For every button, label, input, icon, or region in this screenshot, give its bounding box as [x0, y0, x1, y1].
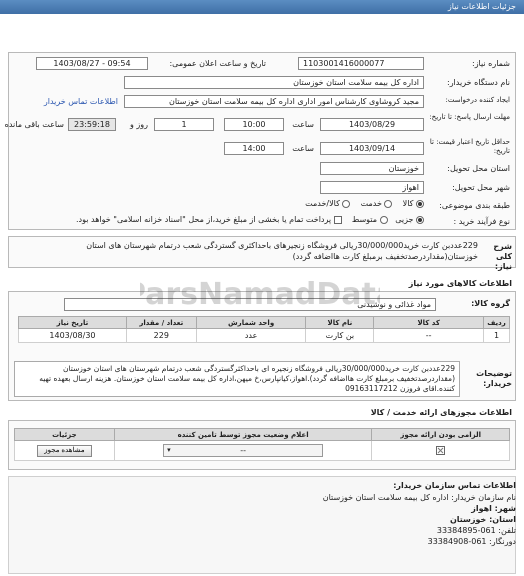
table-row[interactable] [19, 329, 510, 343]
permit-status-select[interactable]: -- ▾ [163, 444, 323, 457]
radio-selected-icon[interactable] [416, 216, 424, 224]
category-option-both[interactable]: کالا/خدمت [305, 199, 350, 208]
description-label: شرح کلی نیاز: [493, 242, 512, 271]
permits-section-title: اطلاعات مجوزهای ارائه خدمت / کالا [370, 408, 512, 417]
description-text: 229عددبن کارت خرید30/000/000ریالی فروشگاه زنجیرهای باحداکثری گستردگی شعب درتمام شهرستان های استان خوزستان(مقداردرصدتخفیف برمبلغ کارت هااضافه گردد) [86, 241, 478, 261]
purchase-type-label: نوع فرآیند خرید : [453, 217, 510, 226]
col-permit-required: الزامی بودن ارائه مجوز [372, 429, 510, 441]
purchase-radio-group [76, 215, 424, 224]
item-quantity: 229 [126, 329, 196, 343]
validity-label: حداقل تاریخ اعتبار قیمت: تا تاریخ: [429, 138, 510, 155]
need-number-label: شماره نیاز: [472, 59, 510, 68]
deadline-label: مهلت ارسال پاسخ: تا تاریخ: [429, 113, 510, 121]
goods-group-field: مواد غذائی و نوشیدنی [64, 298, 436, 311]
col-need-date: تاریخ نیاز [19, 317, 127, 329]
permits-table [14, 428, 510, 461]
deadline-time-field: 10:00 [224, 118, 284, 131]
creator-field: مجید کروشاوی کارشناس امور اداری اداره کل بیمه سلامت استان خوزستان [124, 95, 424, 108]
col-item-name: نام کالا [306, 317, 374, 329]
contact-title: اطلاعات تماس سازمان خریدار: [393, 481, 516, 490]
goods-table-header [19, 317, 510, 329]
col-item-code: کد کالا [374, 317, 484, 329]
col-quantity: تعداد / مقدار [126, 317, 196, 329]
view-permit-button[interactable]: مشاهده مجوز [37, 445, 91, 457]
validity-time-label: ساعت [292, 144, 314, 153]
validity-time-field: 14:00 [224, 142, 284, 155]
page-header [0, 0, 524, 14]
item-name: بن کارت [306, 329, 374, 343]
category-label: طبقه بندی موضوعی: [439, 201, 510, 210]
item-code: -- [374, 329, 484, 343]
contact-phone: تلفن: 061-33384895 [436, 526, 516, 535]
buyer-field: اداره کل بیمه سلامت استان خوزستان [124, 76, 424, 89]
purchase-option-medium[interactable]: متوسط [352, 215, 388, 224]
buyer-notes-label: توضیحات خریدار: [476, 369, 512, 388]
announce-field: 1403/08/27 - 09:54 [36, 57, 148, 70]
announce-label: تاریخ و ساعت اعلان عمومی: [169, 59, 266, 68]
permits-table-header [15, 429, 510, 441]
purchase-option-minor[interactable]: جزیی [395, 215, 424, 224]
treasury-payment-option[interactable]: پرداخت تمام یا بخشی از مبلغ خرید،از محل "اسناد خزانه اسلامی" خواهد بود. [76, 215, 342, 224]
buyer-notes-box [14, 361, 460, 397]
goods-group-label: گروه کالا: [471, 299, 510, 308]
contact-org: نام سازمان خریدار: اداره کل بیمه سلامت استان خوزستان [322, 493, 516, 502]
category-radio-group [305, 199, 424, 208]
buyer-contact-link[interactable]: اطلاعات تماس خریدار [43, 97, 118, 106]
category-option-goods[interactable]: کالا [403, 199, 424, 208]
creator-label: ایجاد کننده درخواست: [445, 96, 510, 104]
city-field: اهواز [320, 181, 424, 194]
contact-province: استان: خوزستان [449, 515, 516, 524]
radio-selected-icon[interactable] [416, 200, 424, 208]
item-unit: عدد [196, 329, 306, 343]
col-row-number: ردیف [484, 317, 510, 329]
days-label: روز و [130, 120, 148, 129]
permit-status-cell [114, 441, 372, 461]
validity-date-field: 1403/09/14 [320, 142, 424, 155]
contact-city: شهر: اهواز [471, 504, 516, 513]
page-title: جزئیات اطلاعات نیاز [447, 2, 516, 11]
chevron-down-icon: ▾ [167, 446, 171, 454]
buyer-label: نام دستگاه خریدار: [447, 78, 510, 87]
goods-table [18, 316, 510, 343]
col-unit: واحد شمارش [196, 317, 306, 329]
deadline-date-field: 1403/08/29 [320, 118, 424, 131]
category-option-service[interactable]: خدمت [361, 199, 393, 208]
checkbox-icon [436, 446, 445, 455]
days-field: 1 [154, 118, 214, 131]
goods-section-title: اطلاعات کالاهای مورد نیاز [408, 279, 512, 288]
deadline-time-label: ساعت [292, 120, 314, 129]
radio-icon[interactable] [384, 200, 392, 208]
permit-required-cell [372, 441, 510, 461]
table-row [15, 441, 510, 461]
col-permit-details: جزئیات [15, 429, 115, 441]
buyer-notes-text: 229عددبن کارت خرید30/000/000ریالی فروشگاه زنجیره ای باحداکثرگستردگی شعب درتمام شهرستان های استان خوزستان (مقداردرصدتخفیف برمبلغ کارت هااضافه گردد).اهواز،کیانپارس،خ میهن،اداره کل بیمه سلامت استان خوزستان. هزینه ارسال بعهده تهیه کننده.اقای فروزن 09163117212 [39, 364, 455, 393]
checkbox-icon[interactable] [334, 216, 342, 224]
remaining-time-field: 23:59:18 [68, 118, 116, 131]
need-number-field: 1103001416000077 [298, 57, 424, 70]
city-label: شهر محل تحویل: [452, 183, 510, 192]
item-need-date: 1403/08/30 [19, 329, 127, 343]
province-field: خوزستان [320, 162, 424, 175]
radio-icon[interactable] [342, 200, 350, 208]
remaining-label: ساعت باقی مانده [4, 120, 64, 129]
col-permit-status: اعلام وضعیت مجوز توسط تامین کننده [114, 429, 372, 441]
radio-icon[interactable] [380, 216, 388, 224]
permit-details-cell [15, 441, 115, 461]
row-number: 1 [484, 329, 510, 343]
contact-fax: دورنگار: 061-33384908 [427, 537, 516, 546]
province-label: استان محل تحویل: [447, 164, 510, 173]
